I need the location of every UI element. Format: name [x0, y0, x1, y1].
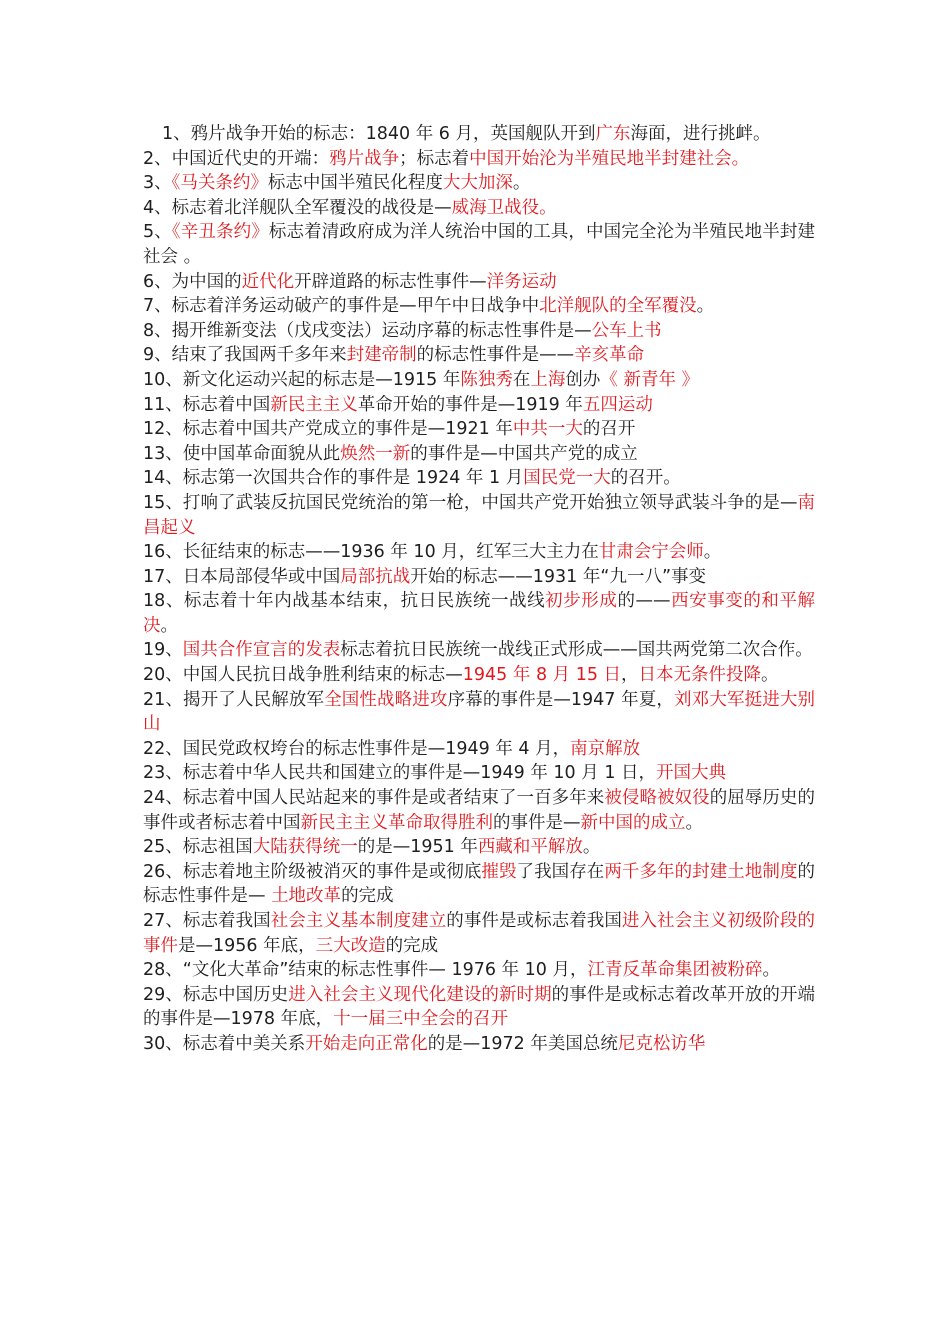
- item-text: 了我国存在: [516, 861, 605, 882]
- list-item: [143, 196, 815, 221]
- highlighted-text: 日本无条件投降: [638, 665, 762, 686]
- item-text: 11、标志着中国: [143, 394, 271, 415]
- highlighted-text: 南京解放: [570, 738, 641, 759]
- item-text: 在: [512, 369, 531, 390]
- list-item: [143, 737, 815, 762]
- item-text: 标志着清政府成为洋人统治中国的工具，中国完全沦为半殖民地半封建社会 。: [143, 222, 816, 267]
- highlighted-text: 近代化: [241, 271, 295, 292]
- highlighted-text: 辛亥革命: [574, 345, 645, 366]
- highlighted-text: 陈独秀: [460, 369, 513, 390]
- item-text: 25、标志祖国: [143, 837, 253, 858]
- item-text: 9、结束了我国两千多年来: [143, 345, 347, 366]
- item-text: 12、标志着中国共产党成立的事件是—1921 年: [143, 419, 513, 440]
- item-text: 1、鸦片战争开始的标志：1840 年 6 月，英国舰队开到: [162, 124, 596, 144]
- item-text: 。: [696, 296, 715, 317]
- list-item: [143, 1032, 815, 1057]
- highlighted-text: 刘邓大军挺进大别山: [143, 689, 815, 735]
- list-item: [143, 368, 815, 393]
- item-text: ；标志着: [399, 148, 470, 169]
- highlighted-text: 新中国的成立: [580, 812, 686, 833]
- item-text: 。: [582, 837, 601, 858]
- item-text: 的完成: [385, 935, 439, 956]
- highlighted-text: 江青反革命集团被粉碎: [587, 960, 763, 981]
- item-text: 27、标志着我国: [143, 911, 271, 931]
- list-item: [143, 589, 815, 638]
- list-item: [143, 294, 815, 319]
- item-text: 21、揭开了人民解放军: [143, 689, 325, 710]
- item-text: 的召开。: [610, 468, 681, 489]
- list-item: [143, 565, 815, 590]
- item-text: 的事件是或标志着改革开放的开端的事件是—1978 年底，: [143, 984, 815, 1030]
- list-item: [143, 688, 815, 737]
- item-text: 28、“文化大革命”结束的标志性事件— 1976 年 10 月，: [143, 960, 588, 981]
- item-text: 的事件是—: [493, 812, 581, 833]
- highlighted-text: 开国大典: [656, 763, 727, 784]
- item-text: 6、为中国的: [143, 271, 242, 292]
- item-text: 的屈辱历史的事件或者标志着中国: [143, 788, 815, 833]
- item-text: 标志着抗日民族统一战线正式形成——国共两党第二次合作。: [340, 640, 813, 661]
- highlighted-text: 威海卫战役。: [451, 197, 557, 218]
- item-text: 3、: [143, 173, 172, 194]
- list-item: [143, 171, 815, 196]
- item-text: 的事件是或标志着我国: [446, 911, 622, 931]
- highlighted-text: 大大加深: [442, 173, 513, 194]
- item-text: 5、: [143, 222, 172, 243]
- highlighted-text: 土地改革: [271, 886, 342, 907]
- item-text: 是—1956 年底，: [178, 935, 316, 956]
- highlighted-text: 初步形成: [545, 591, 618, 612]
- item-text: 的完成: [341, 886, 394, 907]
- highlighted-text: 进入社会主义初级阶段的事件: [143, 911, 816, 956]
- list-item: [143, 958, 815, 983]
- item-text: 的召开: [582, 419, 636, 440]
- list-item: [143, 786, 815, 835]
- list-item: [143, 270, 815, 295]
- highlighted-text: 西藏和平解放: [477, 837, 583, 858]
- list-item: [143, 122, 815, 147]
- document-body: [143, 122, 815, 1057]
- highlighted-text: 大陆获得统一: [252, 837, 358, 858]
- highlighted-text: 十一届三中全会的召开: [333, 1009, 509, 1030]
- item-text: 20、中国人民抗日战争胜利结束的标志—: [143, 665, 463, 686]
- item-text: 4、标志着北洋舰队全军覆没的战役是—: [143, 197, 452, 218]
- item-text: 14、标志第一次国共合作的事件是 1924 年 1 月: [143, 468, 524, 489]
- highlighted-text: 《辛丑条约》: [171, 222, 269, 243]
- item-text: 。: [761, 665, 779, 686]
- highlighted-text: 鸦片战争: [329, 148, 400, 169]
- item-text: 16、长征结束的标志——1936 年 10 月，红军三大主力在: [143, 542, 599, 563]
- list-item: [143, 909, 815, 958]
- highlighted-text: 开始走向正常化: [305, 1033, 428, 1054]
- list-item: [143, 638, 815, 663]
- highlighted-text: 封建帝制: [346, 345, 417, 366]
- item-text: 7、标志着洋务运动破产的事件是—甲午中日战争中: [143, 296, 540, 317]
- item-text: 22、国民党政权垮台的标志性事件是—1949 年 4 月，: [143, 738, 571, 759]
- item-text: 开辟道路的标志性事件—: [294, 271, 487, 292]
- item-text: 的——: [617, 591, 671, 612]
- item-text: 2、中国近代史的开端：: [143, 148, 330, 169]
- item-text: 。: [685, 812, 703, 833]
- highlighted-text: 北洋舰队的全军覆没: [539, 296, 697, 317]
- item-text: 。: [160, 615, 178, 636]
- item-text: 29、标志中国历史: [143, 984, 289, 1005]
- item-text: 序幕的事件是—1947 年夏，: [447, 689, 675, 710]
- highlighted-text: 洋务运动: [486, 271, 557, 292]
- item-text: 26、标志着地主阶级被消灭的事件是或彻底: [143, 861, 482, 882]
- highlighted-text: 五四运动: [582, 394, 653, 415]
- item-text: 23、标志着中华人民共和国建立的事件是—1949 年 10 月 1 日，: [143, 763, 657, 784]
- item-text: 。: [703, 542, 722, 563]
- highlighted-text: 国民党一大: [523, 468, 611, 489]
- highlighted-text: 中共一大: [512, 419, 583, 440]
- list-item: [143, 319, 815, 344]
- list-item: [143, 466, 815, 491]
- list-item: [143, 540, 815, 565]
- item-text: 。: [762, 960, 780, 981]
- highlighted-text: 1945 年 8 月 15 日: [462, 665, 622, 686]
- list-item: [143, 491, 815, 540]
- list-item: [143, 835, 815, 860]
- item-text: 。: [512, 173, 531, 194]
- highlighted-text: 广东: [595, 124, 631, 144]
- item-text: ，: [621, 665, 639, 686]
- item-text: 海面，进行挑衅。: [630, 124, 771, 144]
- highlighted-text: 上海: [530, 369, 566, 390]
- highlighted-text: 局部抗战: [340, 566, 411, 587]
- highlighted-text: 社会主义基本制度建立: [270, 911, 447, 931]
- highlighted-text: 《 新青年 》: [600, 369, 700, 390]
- highlighted-text: 甘肃会宁会师: [598, 542, 704, 563]
- highlighted-text: 三大改造: [315, 935, 386, 956]
- highlighted-text: 摧毁: [481, 861, 517, 882]
- item-text: 的标志性事件是—: [143, 861, 816, 907]
- highlighted-text: 尼克松访华: [617, 1033, 706, 1054]
- list-item: [143, 442, 815, 467]
- item-text: 8、揭开维新变法（戊戌变法）运动序幕的标志性事件是—: [143, 320, 592, 341]
- highlighted-text: 国共合作宣言的发表: [182, 640, 341, 661]
- item-text: 18、标志着十年内战基本结束，抗日民族统一战线: [143, 591, 546, 612]
- item-text: 10、新文化运动兴起的标志是—1915 年: [143, 369, 461, 390]
- item-text: 革命开始的事件是—1919 年: [357, 394, 583, 415]
- highlighted-text: 被侵略被奴役: [604, 788, 710, 809]
- item-text: 17、日本局部侵华或中国: [143, 566, 341, 587]
- item-text: 的是—1972 年美国总统: [427, 1033, 618, 1054]
- item-text: 24、标志着中国人民站起来的事件是或者结束了一百多年来: [143, 788, 605, 809]
- highlighted-text: 新民主主义革命取得胜利: [300, 812, 493, 833]
- list-item: [143, 860, 815, 909]
- highlighted-text: 《马关条约》: [171, 173, 268, 194]
- item-text: 30、标志着中美关系: [143, 1033, 306, 1054]
- list-item: [143, 663, 815, 688]
- highlighted-text: 两千多年的封建土地制度: [604, 861, 798, 882]
- highlighted-text: 西安事变的和平解决: [143, 591, 816, 636]
- list-item: [143, 147, 815, 172]
- highlighted-text: 公车上书: [591, 320, 662, 341]
- list-item: [143, 343, 815, 368]
- item-text: 的事件是—中国共产党的成立: [410, 443, 638, 464]
- item-text: 创办: [565, 369, 601, 390]
- item-text: 标志中国半殖民化程度: [267, 173, 443, 194]
- highlighted-text: 南昌起义: [143, 492, 816, 538]
- highlighted-text: 中国开始沦为半殖民地半封建社会。: [469, 148, 750, 169]
- item-text: 的标志性事件是——: [416, 345, 575, 366]
- list-item: [143, 220, 815, 269]
- highlighted-text: 焕然一新: [340, 443, 411, 464]
- item-text: 19、: [143, 640, 183, 661]
- item-text: 开始的标志——1931 年“九一八”事变: [410, 566, 707, 587]
- highlighted-text: 全国性战略进攻: [324, 689, 448, 710]
- highlighted-text: 新民主主义: [270, 394, 358, 415]
- list-item: [143, 761, 815, 786]
- item-text: 的是—1951 年: [357, 837, 478, 858]
- item-text: 13、使中国革命面貌从此: [143, 443, 341, 464]
- list-item: [143, 417, 815, 442]
- list-item: [143, 983, 815, 1032]
- highlighted-text: 进入社会主义现代化建设的新时期: [288, 984, 552, 1005]
- item-text: 15、打响了武装反抗国民党统治的第一枪，中国共产党开始独立领导武装斗争的是—: [143, 492, 798, 513]
- list-item: [143, 393, 815, 418]
